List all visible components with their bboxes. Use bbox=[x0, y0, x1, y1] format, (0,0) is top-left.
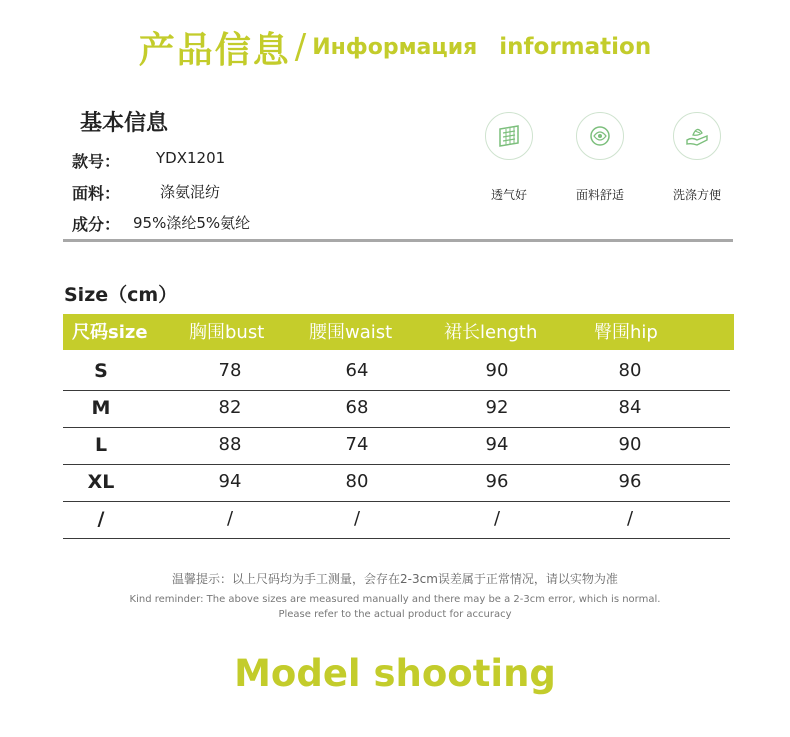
bust-cell: 88 bbox=[218, 434, 242, 455]
size-cell: XL bbox=[87, 471, 115, 493]
reminder-english-line1: Kind reminder: The above sizes are measured manually and there may be a 2-3cm error, which is normal. bbox=[129, 594, 661, 605]
info-label: 面料： bbox=[72, 184, 121, 203]
breathable-fabric-icon bbox=[485, 112, 533, 160]
length-cell: 96 bbox=[485, 471, 509, 492]
feature-comfort bbox=[555, 112, 645, 203]
hip-cell: / bbox=[626, 508, 634, 529]
table-row bbox=[63, 390, 730, 428]
length-cell: 92 bbox=[485, 397, 509, 418]
column-header-waist: 腰围waist bbox=[309, 322, 393, 343]
info-row-style-number bbox=[72, 149, 226, 172]
hip-cell: 90 bbox=[618, 434, 642, 455]
model-shooting-heading: Model shooting bbox=[234, 652, 556, 695]
info-value: 涤氨混纺 bbox=[160, 183, 221, 201]
info-value: YDX1201 bbox=[156, 149, 226, 167]
info-value: 95%涤纶5%氨纶 bbox=[133, 214, 251, 232]
waist-cell: 74 bbox=[345, 434, 369, 455]
length-cell: 94 bbox=[485, 434, 509, 455]
info-row-composition bbox=[72, 212, 251, 235]
waist-cell: / bbox=[353, 508, 361, 529]
column-header-bust: 胸围bust bbox=[189, 322, 265, 343]
info-row-fabric bbox=[72, 181, 221, 204]
hip-cell: 84 bbox=[618, 397, 642, 418]
page-title bbox=[0, 22, 790, 72]
comfort-fabric-icon bbox=[576, 112, 624, 160]
size-cell: M bbox=[91, 397, 111, 419]
size-cell: / bbox=[97, 508, 105, 530]
table-row bbox=[63, 464, 730, 502]
table-row bbox=[63, 427, 730, 465]
table-row bbox=[63, 501, 730, 539]
title-slash: / bbox=[294, 27, 307, 67]
column-header-hip: 臀围hip bbox=[594, 322, 658, 343]
bust-cell: 82 bbox=[218, 397, 242, 418]
reminder-english-line2: Please refer to the actual product for accuracy bbox=[278, 609, 512, 620]
bust-cell: 78 bbox=[218, 360, 242, 381]
section-divider bbox=[63, 239, 733, 242]
bust-cell: / bbox=[226, 508, 234, 529]
info-label: 成分： bbox=[72, 215, 121, 234]
table-row bbox=[63, 353, 730, 391]
bust-cell: 94 bbox=[218, 471, 242, 492]
size-table-title: Size（cm） bbox=[64, 284, 178, 306]
title-russian: Информация bbox=[312, 34, 478, 60]
feature-label: 洗涤方便 bbox=[672, 188, 721, 202]
length-cell: 90 bbox=[485, 360, 509, 381]
column-header-length: 裙长length bbox=[444, 322, 538, 343]
waist-cell: 80 bbox=[345, 471, 369, 492]
title-english: information bbox=[499, 34, 652, 60]
feature-breathable bbox=[464, 112, 554, 203]
size-table-header bbox=[63, 314, 734, 350]
feature-label: 面料舒适 bbox=[575, 188, 624, 202]
info-label: 款号： bbox=[72, 152, 121, 171]
column-header-size: 尺码size bbox=[72, 322, 148, 343]
waist-cell: 68 bbox=[345, 397, 369, 418]
basic-info-title: 基本信息 bbox=[80, 111, 169, 136]
title-chinese: 产品信息 bbox=[138, 29, 291, 71]
length-cell: / bbox=[493, 508, 501, 529]
easy-wash-icon bbox=[673, 112, 721, 160]
size-cell: L bbox=[94, 434, 108, 456]
feature-easy-wash bbox=[652, 112, 742, 203]
waist-cell: 64 bbox=[345, 360, 369, 381]
hip-cell: 96 bbox=[618, 471, 642, 492]
reminder-chinese: 温馨提示：以上尺码均为手工测量，会存在2-3cm误差属于正常情况，请以实物为准 bbox=[172, 572, 618, 586]
feature-label: 透气好 bbox=[490, 188, 527, 202]
size-cell: S bbox=[94, 360, 108, 382]
hip-cell: 80 bbox=[618, 360, 642, 381]
